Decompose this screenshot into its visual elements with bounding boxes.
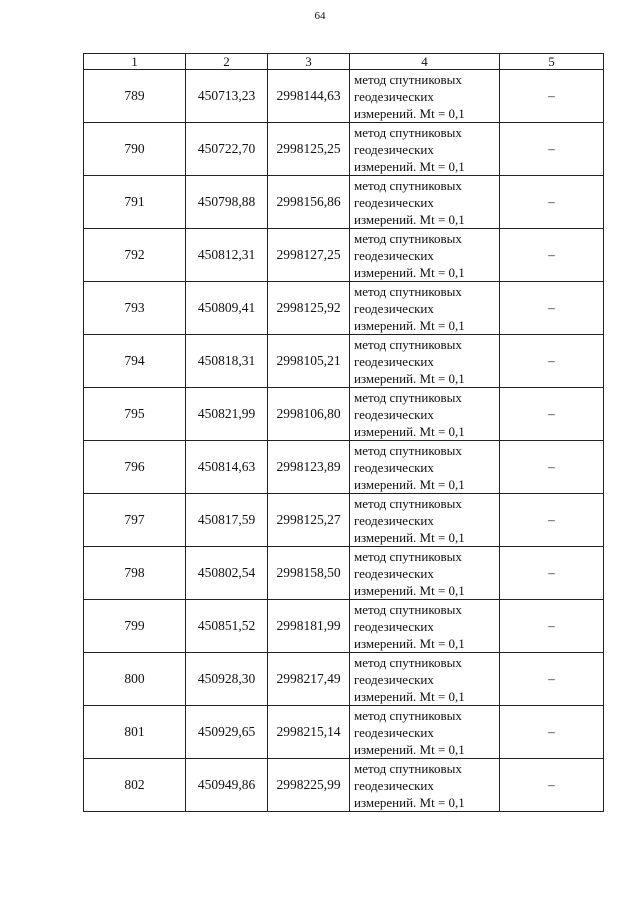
x-coordinate-cell: 450851,52 [186,600,268,653]
method-text-line: метод спутниковых [354,283,462,299]
method-text-line: метод спутниковых [354,601,462,617]
method-cell [350,547,500,600]
y-coordinate-cell: 2998105,21 [268,335,350,388]
point-number-cell: 801 [84,706,186,759]
y-coordinate-cell: 2998125,25 [268,123,350,176]
column-header-4: 4 [350,54,500,70]
y-coordinate-cell: 2998144,63 [268,70,350,123]
note-cell: – [500,759,604,812]
x-coordinate-cell: 450928,30 [186,653,268,706]
x-coordinate-cell: 450929,65 [186,706,268,759]
method-text-line: метод спутниковых [354,654,462,670]
x-coordinate-cell: 450713,23 [186,70,268,123]
table-row [84,494,604,547]
x-coordinate-cell: 450818,31 [186,335,268,388]
x-coordinate-cell: 450949,86 [186,759,268,812]
method-text-line: метод спутниковых [354,389,462,405]
method-text-line: измерений. Mt = 0,1 [354,264,465,280]
y-coordinate-cell: 2998158,50 [268,547,350,600]
x-coordinate-cell: 450809,41 [186,282,268,335]
y-coordinate-cell: 2998106,80 [268,388,350,441]
method-text-line: геодезических [354,724,434,740]
method-text-line: метод спутниковых [354,495,462,511]
point-number-cell: 795 [84,388,186,441]
table-row [84,229,604,282]
method-text-line: метод спутниковых [354,548,462,564]
table-row [84,388,604,441]
method-cell [350,600,500,653]
table-row [84,123,604,176]
method-text-line: метод спутниковых [354,336,462,352]
table-row [84,441,604,494]
method-text-line: измерений. Mt = 0,1 [354,635,465,651]
point-number-cell: 797 [84,494,186,547]
method-text-line: геодезических [354,565,434,581]
point-number-cell: 792 [84,229,186,282]
point-number-cell: 799 [84,600,186,653]
note-cell: – [500,547,604,600]
method-text-line: геодезических [354,406,434,422]
method-cell [350,494,500,547]
method-text-line: метод спутниковых [354,71,462,87]
coordinates-table [83,53,604,812]
table-row [84,600,604,653]
point-number-cell: 789 [84,70,186,123]
y-coordinate-cell: 2998181,99 [268,600,350,653]
method-text-line: измерений. Mt = 0,1 [354,476,465,492]
method-text-line: геодезических [354,459,434,475]
method-text-line: геодезических [354,300,434,316]
method-cell [350,653,500,706]
table-row [84,176,604,229]
method-text-line: геодезических [354,141,434,157]
method-text-line: метод спутниковых [354,442,462,458]
method-cell [350,176,500,229]
method-cell [350,335,500,388]
y-coordinate-cell: 2998156,86 [268,176,350,229]
method-text-line: метод спутниковых [354,707,462,723]
point-number-cell: 793 [84,282,186,335]
method-text-line: измерений. Mt = 0,1 [354,688,465,704]
y-coordinate-cell: 2998123,89 [268,441,350,494]
method-text-line: измерений. Mt = 0,1 [354,741,465,757]
table-row [84,547,604,600]
point-number-cell: 802 [84,759,186,812]
y-coordinate-cell: 2998125,27 [268,494,350,547]
x-coordinate-cell: 450817,59 [186,494,268,547]
note-cell: – [500,388,604,441]
column-header-2: 2 [186,54,268,70]
column-header-3: 3 [268,54,350,70]
table-row [84,282,604,335]
column-header-1: 1 [84,54,186,70]
method-text-line: геодезических [354,88,434,104]
point-number-cell: 796 [84,441,186,494]
method-text-line: метод спутниковых [354,760,462,776]
method-text-line: измерений. Mt = 0,1 [354,794,465,810]
y-coordinate-cell: 2998225,99 [268,759,350,812]
method-text-line: измерений. Mt = 0,1 [354,370,465,386]
x-coordinate-cell: 450821,99 [186,388,268,441]
note-cell: – [500,494,604,547]
method-text-line: геодезических [354,194,434,210]
method-text-line: измерений. Mt = 0,1 [354,211,465,227]
note-cell: – [500,229,604,282]
table-row [84,759,604,812]
note-cell: – [500,653,604,706]
point-number-cell: 790 [84,123,186,176]
note-cell: – [500,123,604,176]
note-cell: – [500,441,604,494]
method-text-line: измерений. Mt = 0,1 [354,317,465,333]
page-number: 64 [314,10,326,22]
method-text-line: геодезических [354,353,434,369]
method-cell [350,759,500,812]
column-header-5: 5 [500,54,604,70]
method-cell [350,282,500,335]
method-cell [350,706,500,759]
method-cell [350,70,500,123]
point-number-cell: 800 [84,653,186,706]
note-cell: – [500,600,604,653]
method-text-line: измерений. Mt = 0,1 [354,105,465,121]
x-coordinate-cell: 450802,54 [186,547,268,600]
method-cell [350,388,500,441]
method-text-line: метод спутниковых [354,124,462,140]
method-text-line: измерений. Mt = 0,1 [354,423,465,439]
x-coordinate-cell: 450722,70 [186,123,268,176]
method-text-line: измерений. Mt = 0,1 [354,158,465,174]
table-row [84,653,604,706]
method-text-line: метод спутниковых [354,230,462,246]
note-cell: – [500,70,604,123]
point-number-cell: 798 [84,547,186,600]
table-row [84,335,604,388]
table-header-row [84,54,604,70]
table-row [84,706,604,759]
method-text-line: геодезических [354,247,434,263]
table-row [84,70,604,123]
method-text-line: измерений. Mt = 0,1 [354,529,465,545]
y-coordinate-cell: 2998217,49 [268,653,350,706]
method-text-line: геодезических [354,618,434,634]
method-text-line: геодезических [354,777,434,793]
method-text-line: геодезических [354,512,434,528]
method-cell [350,441,500,494]
y-coordinate-cell: 2998125,92 [268,282,350,335]
x-coordinate-cell: 450812,31 [186,229,268,282]
y-coordinate-cell: 2998215,14 [268,706,350,759]
point-number-cell: 791 [84,176,186,229]
method-text-line: геодезических [354,671,434,687]
x-coordinate-cell: 450814,63 [186,441,268,494]
note-cell: – [500,335,604,388]
note-cell: – [500,706,604,759]
note-cell: – [500,176,604,229]
method-cell [350,229,500,282]
point-number-cell: 794 [84,335,186,388]
method-text-line: измерений. Mt = 0,1 [354,582,465,598]
note-cell: – [500,282,604,335]
method-cell [350,123,500,176]
y-coordinate-cell: 2998127,25 [268,229,350,282]
method-text-line: метод спутниковых [354,177,462,193]
x-coordinate-cell: 450798,88 [186,176,268,229]
